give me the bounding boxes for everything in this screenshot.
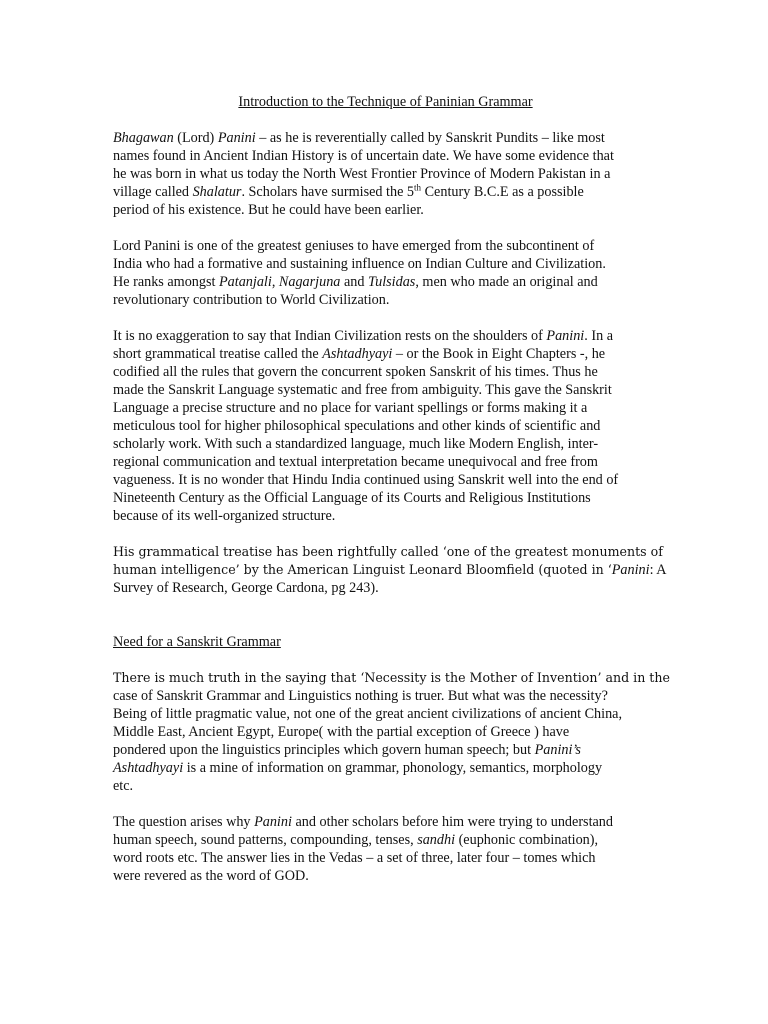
text-line [113,831,658,849]
text-line [113,849,658,867]
text-line [113,399,658,417]
text-run: – or the Book in Eight Chapters -, he [392,346,606,362]
text-run: Survey of Research, George Cardona, pg 243). [113,580,379,596]
italic-text: Panini [254,814,292,830]
text-line [113,417,658,435]
text-run: word roots etc. The answer lies in the Vedas – a set of three, later four – tomes which [113,850,596,866]
text-run: he was born in what us today the North West Frontier Province of Modern Pakistan in a [113,166,611,182]
text-run: It is no exaggeration to say that Indian Civilization rests on the shoulders of [113,328,547,344]
text-line [113,669,670,687]
text-run: revolutionary contribution to World Civilization. [113,292,390,308]
text-line [113,201,658,219]
text-run: His grammatical treatise has been rightfully called ‘one of the greatest monuments of [113,544,663,559]
text-run: names found in Ancient Indian History is of uncertain date. We have some evidence that [113,148,614,164]
text-run: , men who made an original and [415,274,598,290]
italic-text: Panini’s [534,742,581,758]
italic-text: sandhi [417,832,456,848]
section-heading: Need for a Sanskrit Grammar [113,634,281,650]
sanskrit-grammar-section [113,669,670,885]
text-line [113,129,658,147]
intro-section [113,129,667,597]
superscript-text: th [414,182,422,193]
text-line [113,327,658,345]
text-run: Language a precise structure and no place for variant spellings or forms making it a [113,400,588,416]
text-run: case of Sanskrit Grammar and Linguistics nothing is truer. But what was the necessity? [113,688,608,704]
italic-text: Panini [546,328,585,344]
text-line [113,471,658,489]
text-line [113,813,658,831]
text-line [113,183,658,201]
text-line [113,543,663,561]
text-line [113,453,658,471]
paragraph [113,327,658,525]
text-line [113,705,658,723]
text-line [113,723,658,741]
section-gap [113,615,658,633]
text-run: Being of little pragmatic value, not one of the great ancient civilizations of ancient China, [113,706,623,722]
text-run: There is much truth in the saying that ‘Necessity is the Mother of Invention’ and in the [113,670,670,685]
text-line [113,687,658,705]
italic-text: Panini [217,130,256,146]
text-line [113,777,658,795]
text-line [113,489,658,507]
text-line [113,345,658,363]
text-run: pondered upon the linguistics principles which govern human speech; but [113,742,535,758]
text-line [113,741,658,759]
text-run: codified all the rules that govern the concurrent spoken Sanskrit of his times. Thus he [113,364,598,380]
text-run: – as he is reverentially called by Sanskrit Pundits – like most [255,130,605,146]
text-run: The question arises why [113,814,255,830]
text-run: : A [649,562,667,578]
text-line [113,273,658,291]
text-run: . In a [584,328,614,344]
text-line [113,147,658,165]
text-run: (euphonic combination), [455,832,599,848]
text-line [113,363,658,381]
document-body [113,93,670,903]
italic-text: Tulsidas [368,274,416,290]
text-run: village called [113,184,193,200]
paragraph [113,129,658,219]
text-line [113,579,658,597]
text-run: . Scholars have surmised the 5 [241,184,415,200]
text-run: regional communication and textual interpretation became unequivocal and free from [113,454,598,470]
italic-text: Ashtadhyayi [322,346,393,362]
text-line [113,255,658,273]
text-run: Middle East, Ancient Egypt, Europe( with the partial exception of Greece ) have [113,724,570,740]
paragraph [113,669,670,795]
text-run: because of its well-organized structure. [113,508,336,524]
text-run: meticulous tool for higher philosophical speculations and other kinds of scientific and [113,418,601,434]
text-line [113,507,658,525]
text-run: and [340,274,368,290]
text-line [113,291,658,309]
text-run: scholarly work. With such a standardized language, much like Modern English, inter- [113,436,599,452]
text-line [113,165,658,183]
paragraph [113,237,658,309]
text-run: Century B.C.E as a possible [421,184,584,200]
text-line [113,759,658,777]
text-run: made the Sanskrit Language systematic and free from ambiguity. This gave the Sanskrit [113,382,612,398]
italic-text: Patanjali [219,274,272,290]
text-run: Lord Panini is one of the greatest geniuses to have emerged from the subcontinent of [113,238,595,254]
text-run: (Lord) [173,130,218,146]
text-run: He ranks amongst [113,274,219,290]
italic-text: Shalatur [192,184,242,200]
text-line [113,561,667,579]
italic-text: Panini [611,562,650,578]
text-line [113,381,658,399]
text-run: short grammatical treatise called the [113,346,323,362]
paragraph [113,813,658,885]
text-run: etc. [113,778,134,794]
document-title: Introduction to the Technique of Paninian Grammar [238,94,533,110]
italic-text: Ashtadhyayi [113,760,184,776]
text-line [113,435,658,453]
text-line [113,867,658,885]
text-run: and other scholars before him were trying to understand [291,814,613,830]
text-run: human speech, sound patterns, compounding, tenses, [113,832,418,848]
text-run: were revered as the word of GOD. [113,868,309,884]
text-run: is a mine of information on grammar, phonology, semantics, morphology [183,760,603,776]
text-line [113,237,658,255]
text-run: vagueness. It is no wonder that Hindu India continued using Sanskrit well into the end of [113,472,619,488]
italic-text: Nagarjuna [278,274,341,290]
italic-text: Bhagawan [113,130,174,146]
paragraph [113,543,667,597]
text-run: human intelligence’ by the American Linguist Leonard Bloomfield (quoted in ‘ [113,562,612,577]
text-run: India who had a formative and sustaining influence on Indian Culture and Civilization. [113,256,606,272]
text-run: period of his existence. But he could have been earlier. [113,202,424,218]
text-run: Nineteenth Century as the Official Language of its Courts and Religious Institutions [113,490,591,506]
text-run: , [271,274,279,290]
